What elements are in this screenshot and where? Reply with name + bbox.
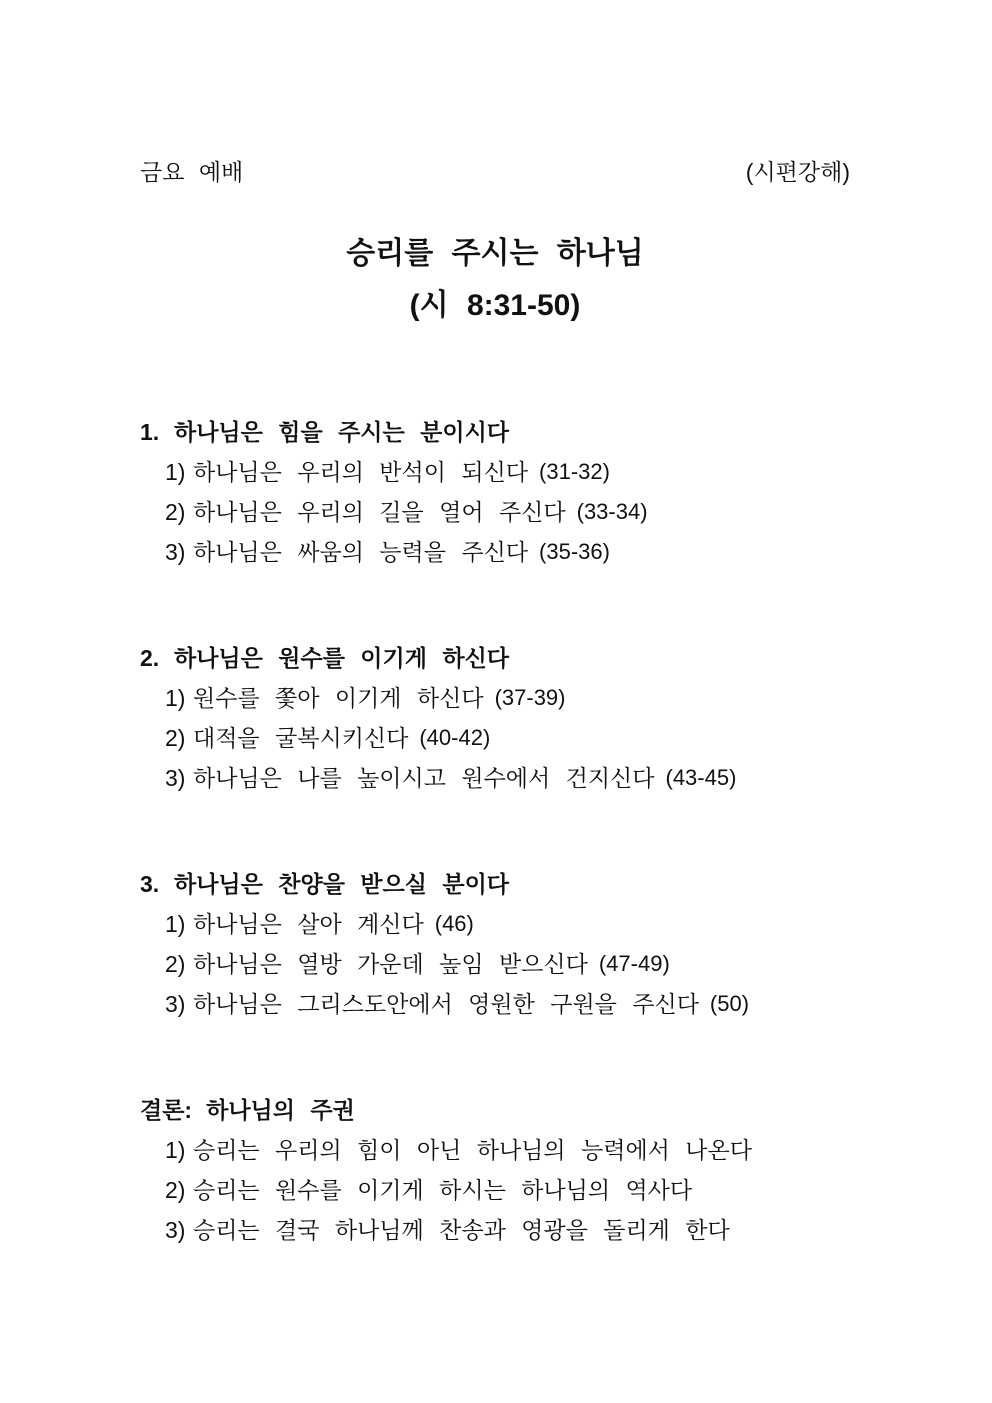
item-number: 1) — [165, 1137, 186, 1163]
outline-item — [165, 1130, 850, 1170]
section-heading — [140, 638, 850, 678]
verse-ref: (43-45) — [665, 765, 737, 790]
sermon-outline — [140, 412, 850, 1250]
item-text: 하나님은 열방 가운데 높임 받으신다 — [193, 951, 588, 977]
verse-ref: (37-39) — [494, 685, 566, 710]
outline-item — [165, 1210, 850, 1250]
conclusion-label: 결론: — [140, 1097, 193, 1123]
item-number: 3) — [165, 539, 186, 565]
section-number: 2. — [140, 645, 160, 671]
outline-item — [165, 984, 850, 1024]
verse-ref: (35-36) — [539, 539, 610, 564]
outline-item — [165, 492, 850, 532]
document-header — [140, 158, 850, 186]
item-text: 대적을 굴복시키신다 — [193, 725, 409, 751]
section-heading-text: 하나님은 원수를 이기게 하신다 — [174, 645, 510, 671]
outline-item — [165, 452, 850, 492]
title-block — [140, 228, 850, 332]
item-text: 하나님은 우리의 반석이 되신다 — [193, 459, 529, 485]
item-number: 2) — [165, 951, 186, 977]
outline-item — [165, 1170, 850, 1210]
scripture-reference: (시 8:31-50) — [409, 289, 581, 322]
outline-item — [165, 944, 850, 984]
section-conclusion — [140, 1090, 850, 1250]
outline-item — [165, 678, 850, 718]
item-number: 2) — [165, 725, 186, 751]
section-3 — [140, 864, 850, 1024]
verse-ref: (46) — [434, 911, 474, 936]
item-number: 3) — [165, 765, 186, 791]
worship-service-label: 금요 예배 — [140, 159, 244, 185]
verse-ref: (40-42) — [419, 725, 491, 750]
item-text: 승리는 우리의 힘이 아닌 하나님의 능력에서 나온다 — [193, 1137, 752, 1163]
item-number: 1) — [165, 685, 186, 711]
item-text: 승리는 원수를 이기게 하시는 하나님의 역사다 — [193, 1177, 693, 1203]
item-number: 1) — [165, 911, 186, 937]
item-text: 하나님은 살아 계신다 — [193, 911, 424, 937]
section-heading — [140, 1090, 850, 1130]
verse-ref: (50) — [709, 991, 750, 1016]
outline-item — [165, 904, 850, 944]
section-number: 3. — [140, 871, 160, 897]
item-number: 3) — [165, 1217, 186, 1243]
verse-ref: (33-34) — [576, 499, 648, 524]
section-2 — [140, 638, 850, 798]
outline-item — [165, 718, 850, 758]
item-text: 원수를 쫓아 이기게 하신다 — [193, 685, 484, 711]
item-number: 3) — [165, 991, 186, 1017]
series-label: (시편강해) — [745, 159, 850, 185]
item-text: 하나님은 그리스도안에서 영원한 구원을 주신다 — [193, 991, 699, 1017]
item-number: 2) — [165, 1177, 186, 1203]
section-1 — [140, 412, 850, 572]
outline-item — [165, 532, 850, 572]
item-text: 하나님은 싸움의 능력을 주신다 — [193, 539, 529, 565]
item-number: 1) — [165, 459, 186, 485]
section-heading-text: 하나님은 찬양을 받으실 분이다 — [174, 871, 510, 897]
item-number: 2) — [165, 499, 186, 525]
section-heading-text: 하나님은 힘을 주시는 분이시다 — [174, 419, 510, 445]
section-heading — [140, 864, 850, 904]
verse-ref: (31-32) — [539, 459, 610, 484]
item-text: 하나님은 나를 높이시고 원수에서 건지신다 — [193, 765, 655, 791]
item-text: 하나님은 우리의 길을 열어 주신다 — [193, 499, 566, 525]
item-text: 승리는 결국 하나님께 찬송과 영광을 돌리게 한다 — [193, 1217, 730, 1243]
section-heading — [140, 412, 850, 452]
verse-ref: (47-49) — [598, 951, 670, 976]
section-number: 1. — [140, 419, 160, 445]
section-heading-text: 하나님의 주권 — [206, 1097, 355, 1123]
sermon-title: 승리를 주시는 하나님 — [346, 237, 644, 270]
outline-item — [165, 758, 850, 798]
